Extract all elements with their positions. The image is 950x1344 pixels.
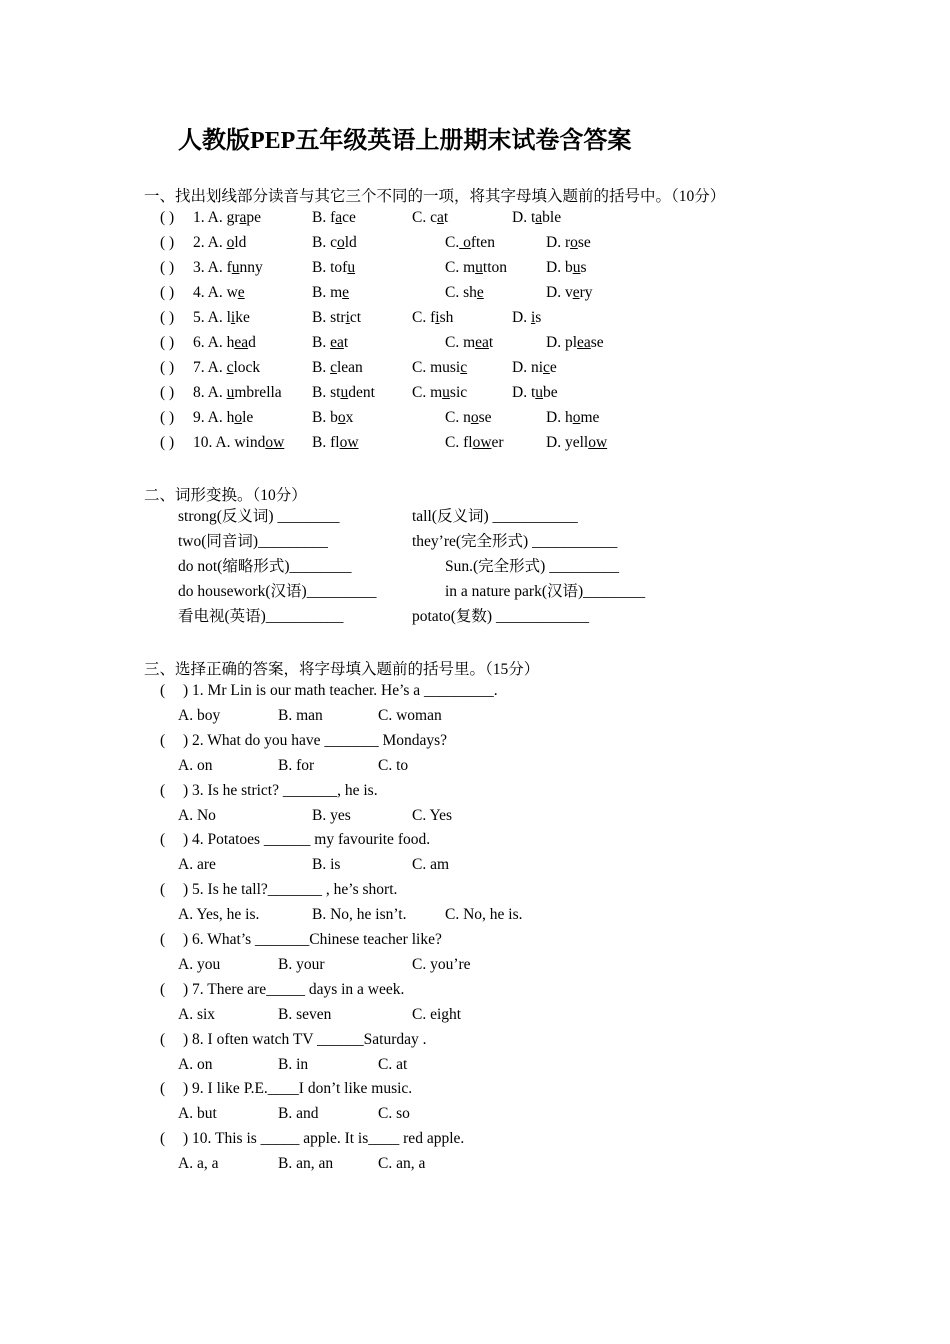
option-b: B. strict — [312, 309, 362, 326]
choice-a: A. but — [178, 1105, 217, 1123]
choice-a: A. Yes, he is. — [178, 906, 260, 924]
option-d: D. bus — [546, 259, 587, 276]
choice-a: A. you — [178, 956, 221, 973]
section2-heading: 二、词形变换。（10分） — [144, 487, 307, 504]
option-d: D. table — [512, 209, 562, 226]
option-a: 4. A. we — [193, 284, 245, 301]
word-form-item: strong(反义词) ________ — [178, 508, 340, 525]
question-text: ) 9. I like P.E.____I don’t like music. — [183, 1080, 413, 1098]
option-c: C. nose — [445, 409, 492, 426]
question-text: ) 6. What’s _______Chinese teacher like? — [183, 931, 442, 948]
option-d: D. nice — [512, 359, 557, 376]
option-d: D. home — [546, 409, 600, 426]
option-b: B. face — [312, 209, 356, 226]
answer-bracket[interactable]: ( ) — [160, 359, 175, 376]
question-text: ) 3. Is he strict? _______, he is. — [183, 781, 378, 799]
choice-a: A. on — [178, 756, 213, 774]
option-c: C. mutton — [445, 259, 508, 276]
option-b: B. eat — [312, 334, 349, 351]
option-a: 2. A. old — [193, 234, 247, 251]
option-d: D. is — [512, 309, 542, 326]
option-a: 7. A. clock — [193, 359, 261, 376]
choice-b: B. for — [278, 756, 315, 774]
answer-bracket[interactable]: ( ) — [160, 334, 175, 351]
option-b: B. clean — [312, 359, 363, 376]
section1-heading: 一、找出划线部分读音与其它三个不同的一项，将其字母填入题前的括号中。（10分） — [144, 188, 726, 205]
choice-b: B. and — [278, 1105, 319, 1123]
choice-c: C. am — [412, 856, 450, 874]
section3-heading: 三、选择正确的答案，将字母填入题前的括号里。（15分） — [144, 661, 540, 678]
option-d: D. very — [546, 284, 593, 301]
answer-bracket[interactable]: ( ) — [160, 209, 175, 226]
question-text: ) 4. Potatoes ______ my favourite food. — [183, 831, 431, 849]
word-form-item: they’re(完全形式) ___________ — [412, 533, 618, 550]
choice-b: B. No, he isn’t. — [312, 906, 407, 924]
answer-bracket[interactable]: ( — [160, 831, 166, 849]
option-a: 9. A. hole — [193, 409, 254, 426]
answer-bracket[interactable]: ( ) — [160, 234, 175, 251]
option-b: B. me — [312, 284, 350, 301]
option-d: D. rose — [546, 234, 591, 251]
choice-c: C. an, a — [378, 1155, 426, 1173]
question-text: ) 8. I often watch TV ______Saturday . — [183, 1030, 427, 1048]
choice-b: B. man — [278, 707, 323, 724]
word-form-item: tall(反义词) ___________ — [412, 508, 578, 525]
choice-a: A. on — [178, 1055, 213, 1073]
option-c: C. fish — [412, 309, 454, 326]
question-text: ) 10. This is _____ apple. It is____ red apple. — [183, 1130, 465, 1148]
option-b: B. flow — [312, 434, 359, 451]
word-form-item: in a nature park(汉语)________ — [445, 583, 646, 600]
option-c: C. music — [412, 384, 468, 401]
question-text: ) 5. Is he tall?_______ , he’s short. — [183, 881, 398, 899]
answer-bracket[interactable]: ( ) — [160, 259, 175, 276]
option-c: C. meat — [445, 334, 494, 351]
choice-a: A. six — [178, 1005, 216, 1023]
option-c: C. flower — [445, 434, 504, 451]
option-a: 3. A. funny — [193, 259, 263, 276]
choice-a: A. a, a — [178, 1155, 219, 1173]
question-text: ) 7. There are_____ days in a week. — [183, 980, 405, 998]
page-title: 人教版PEP五年级英语上册期末试卷含答案 — [178, 128, 632, 154]
choice-b: B. in — [278, 1055, 309, 1073]
word-form-item: two(同音词)_________ — [178, 533, 328, 550]
choice-b: B. seven — [278, 1005, 332, 1023]
question-text: ) 2. What do you have _______ Mondays? — [183, 731, 448, 749]
answer-bracket[interactable]: ( ) — [160, 434, 175, 451]
option-c: C. cat — [412, 209, 449, 226]
choice-c: C. at — [378, 1055, 408, 1073]
answer-bracket[interactable]: ( — [160, 1030, 166, 1048]
choice-c: C. to — [378, 756, 409, 774]
choice-a: A. No — [178, 806, 216, 824]
answer-bracket[interactable]: ( — [160, 1130, 166, 1148]
choice-c: C. woman — [378, 707, 442, 724]
option-d: D. please — [546, 334, 604, 351]
word-form-item: do housework(汉语)_________ — [178, 583, 377, 600]
choice-c: C. so — [378, 1105, 410, 1123]
choice-c: C. eight — [412, 1005, 462, 1023]
choice-a: A. are — [178, 856, 216, 874]
answer-bracket[interactable]: ( — [160, 980, 166, 998]
option-b: B. student — [312, 384, 375, 401]
answer-bracket[interactable]: ( — [160, 682, 166, 699]
question-text: ) 1. Mr Lin is our math teacher. He’s a _________. — [183, 682, 498, 699]
option-c: C. music — [412, 359, 468, 376]
answer-bracket[interactable]: ( — [160, 881, 166, 899]
choice-b: B. yes — [312, 806, 351, 824]
option-a: 5. A. like — [193, 309, 250, 326]
answer-bracket[interactable]: ( ) — [160, 384, 175, 401]
answer-bracket[interactable]: ( ) — [160, 284, 175, 301]
answer-bracket[interactable]: ( — [160, 931, 166, 948]
answer-bracket[interactable]: ( — [160, 1080, 166, 1098]
choice-b: B. an, an — [278, 1155, 334, 1173]
option-a: 1. A. grape — [193, 209, 262, 226]
word-form-item: 看电视(英语)__________ — [178, 608, 344, 625]
option-c: C. she — [445, 284, 484, 301]
answer-bracket[interactable]: ( — [160, 731, 166, 749]
word-form-item: potato(复数) ____________ — [412, 608, 589, 625]
choice-a: A. boy — [178, 707, 221, 724]
option-b: B. box — [312, 409, 354, 426]
option-d: D. tube — [512, 384, 558, 401]
choice-c: C. you’re — [412, 956, 471, 973]
option-d: D. yellow — [546, 434, 608, 451]
option-a: 6. A. head — [193, 334, 256, 351]
answer-bracket[interactable]: ( — [160, 781, 166, 799]
choice-b: B. your — [278, 956, 325, 973]
option-b: B. tofu — [312, 259, 356, 276]
word-form-item: Sun.(完全形式) _________ — [445, 558, 619, 575]
option-a: 10. A. window — [193, 434, 285, 451]
option-a: 8. A. umbrella — [193, 384, 282, 401]
word-form-item: do not(缩略形式)________ — [178, 558, 352, 575]
answer-bracket[interactable]: ( ) — [160, 409, 175, 426]
option-c: C. often — [445, 234, 495, 251]
choice-c: C. Yes — [412, 806, 453, 824]
choice-b: B. is — [312, 856, 341, 874]
choice-c: C. No, he is. — [445, 906, 523, 924]
option-b: B. cold — [312, 234, 357, 251]
answer-bracket[interactable]: ( ) — [160, 309, 175, 326]
